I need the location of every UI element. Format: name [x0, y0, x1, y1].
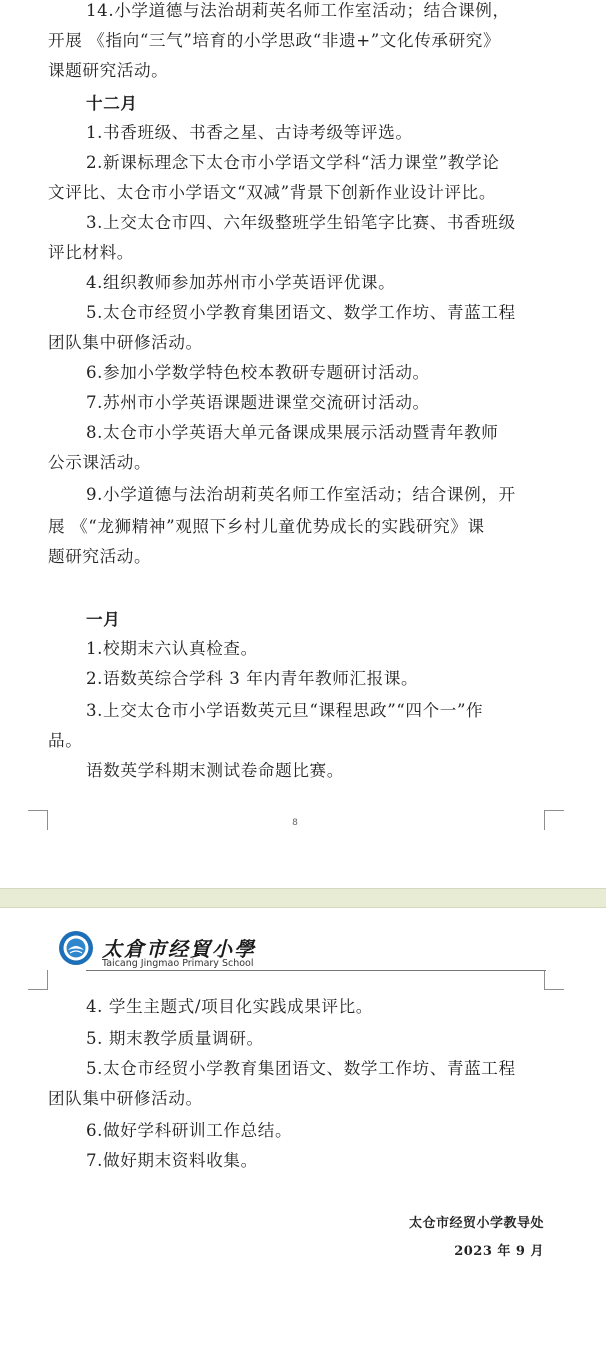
- plan-item-line: 7.苏州市小学英语课题进课堂交流研讨活动。: [86, 393, 430, 412]
- plan-item-line: 1.校期末六认真检查。: [86, 639, 258, 658]
- plan-item-line: 5.太仓市经贸小学教育集团语文、数学工作坊、青蓝工程: [86, 303, 516, 322]
- plan-item-line: 语数英学科期末测试卷命题比赛。: [86, 761, 344, 780]
- crop-mark-top-right: [544, 970, 564, 990]
- plan-item-line: 文评比、太仓市小学语文“双减”背景下创新作业设计评比。: [48, 183, 497, 202]
- plan-item-line: 3.上交太仓市小学语数英元旦“课程思政”“四个一”作: [86, 701, 484, 720]
- school-name-logotype: 太倉市经貿小學: [102, 937, 256, 961]
- plan-item-line: 题研究活动。: [48, 547, 152, 566]
- plan-item-line: 5.太仓市经贸小学教育集团语文、数学工作坊、青蓝工程: [86, 1059, 516, 1078]
- crop-mark-bottom-left: [28, 810, 48, 830]
- plan-item-line: 团队集中研修活动。: [48, 1089, 203, 1108]
- crop-mark-top-left: [28, 970, 48, 990]
- plan-item-line: 4. 学生主题式/项目化实践成果评比。: [86, 997, 374, 1016]
- plan-item-line: 4.组织教师参加苏州市小学英语评优课。: [86, 273, 396, 292]
- school-name-english: Taicang Jingmao Primary School: [102, 958, 254, 969]
- plan-item-line: 8.太仓市小学英语大单元备课成果展示活动暨青年教师: [86, 423, 499, 442]
- plan-item-line: 2.语数英综合学科 3 年内青年教师汇报课。: [86, 669, 419, 688]
- plan-item-line: 1.书香班级、书香之星、古诗考级等评选。: [86, 123, 413, 142]
- header-rule: [86, 970, 546, 971]
- plan-item-line: 9.小学道德与法治胡莉英名师工作室活动；结合课例，开: [86, 485, 516, 504]
- plan-item-line: 评比材料。: [48, 243, 134, 262]
- plan-item-line: 3.上交太仓市四、六年级整班学生铅笔字比赛、书香班级: [86, 213, 516, 232]
- signature-date: 2023 年 9 月: [454, 1244, 544, 1259]
- plan-item-line: 团队集中研修活动。: [48, 333, 203, 352]
- crop-mark-bottom-right: [544, 810, 564, 830]
- plan-item-line: 5. 期末教学质量调研。: [86, 1029, 264, 1048]
- plan-item-line: 展 《“龙狮精神”观照下乡村儿童优势成长的实践研究》课: [48, 517, 485, 536]
- plan-item-line: 开展 《指向“三气”培育的小学思政“非遗+”文化传承研究》: [48, 31, 501, 50]
- school-logo-icon: [58, 930, 94, 966]
- plan-item-line: 品。: [48, 731, 83, 750]
- plan-item-line: 课题研究活动。: [48, 61, 169, 80]
- plan-item-line: 7.做好期末资料收集。: [86, 1151, 258, 1170]
- plan-item-line: 2.新课标理念下太仓市小学语文学科“活力课堂”教学论: [86, 153, 500, 172]
- plan-item-line: 6.参加小学数学特色校本教研专题研讨活动。: [86, 363, 430, 382]
- month-heading-december: 十二月: [86, 93, 138, 113]
- plan-item-line: 公示课活动。: [48, 453, 152, 472]
- month-heading-january: 一月: [86, 609, 121, 629]
- plan-item-line: 14.小学道德与法治胡莉英名师工作室活动；结合课例，: [86, 1, 510, 20]
- signature-office: 太仓市经贸小学教导处: [408, 1216, 544, 1231]
- page-separator: [0, 888, 606, 908]
- page-number: 8: [292, 818, 298, 828]
- plan-item-line: 6.做好学科研训工作总结。: [86, 1121, 293, 1140]
